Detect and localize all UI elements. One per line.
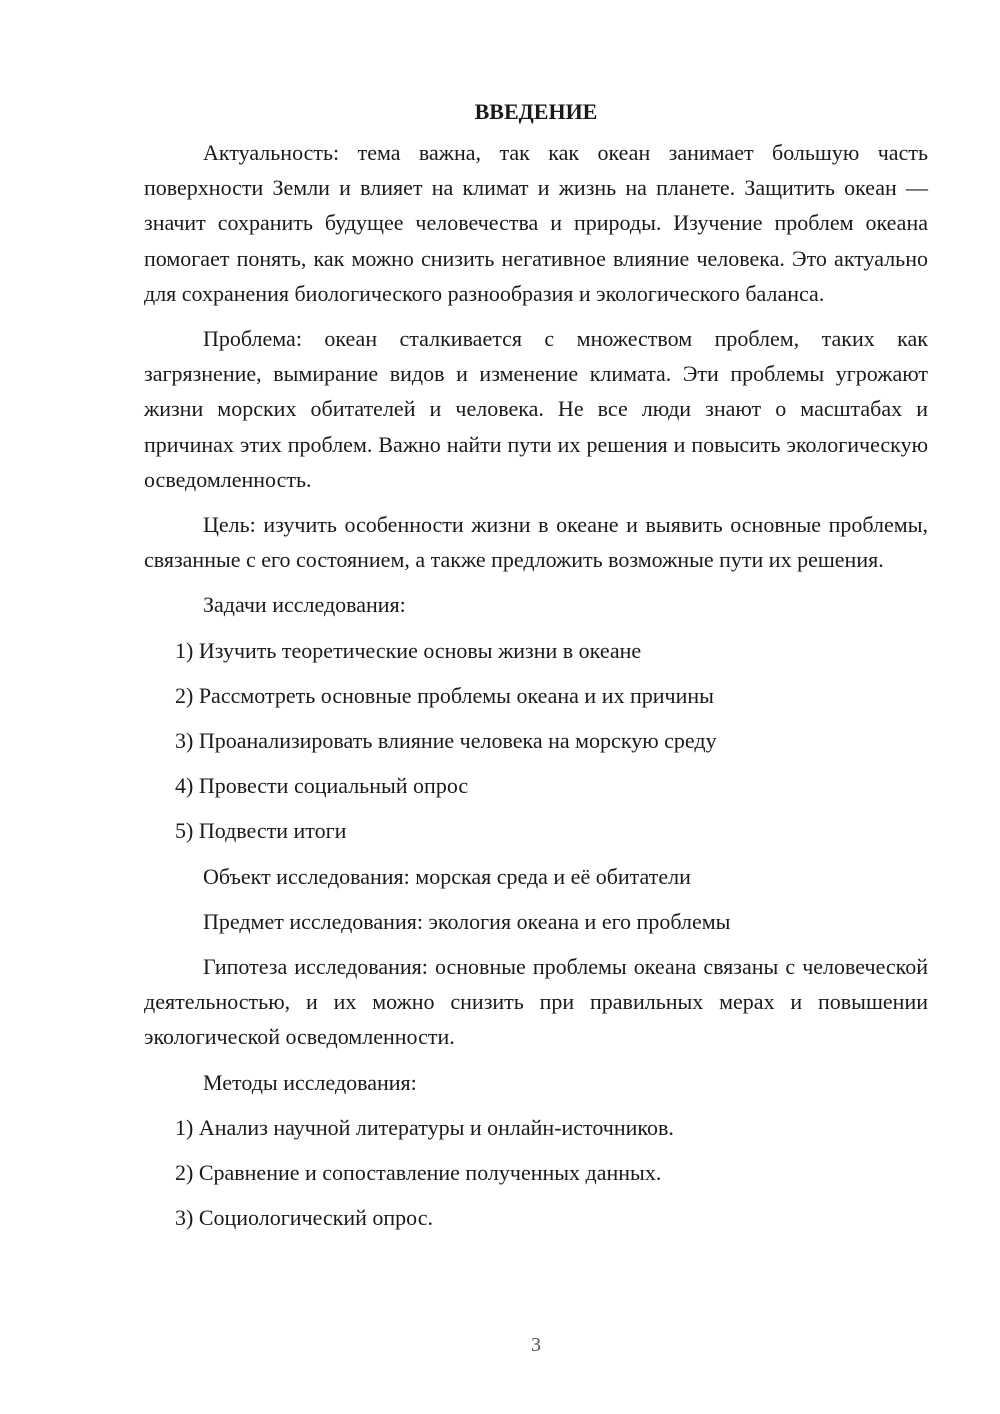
tasks-list xyxy=(144,633,928,849)
list-item: 1) Изучить теоретические основы жизни в океане xyxy=(175,637,642,663)
goal-paragraph: Цель: изучить особенности жизни в океане и выявить основные проблемы, связанные с его состоянием, а также предложить возможные пути их решения. xyxy=(144,512,928,573)
list-item: 2) Сравнение и сопоставление полученных данных. xyxy=(175,1160,662,1186)
list-item: 3) Социологический опрос. xyxy=(175,1205,433,1231)
problem-paragraph: Проблема: океан сталкивается с множеством проблем, таких как загрязнение, вымирание видов и изменение климата. Эти проблемы угрожают жизни морских обитателей и человека. Не все люди знают о масштабах и причинах этих проблем. Важно найти пути их решения и повысить экологическую осведомленность. xyxy=(144,326,928,492)
methods-list xyxy=(144,1110,928,1236)
section-title: ВВЕДЕНИЕ xyxy=(474,99,598,124)
list-item: 2) Рассмотреть основные проблемы океана и их причины xyxy=(175,682,714,708)
object-line: Объект исследования: морская среда и её обитатели xyxy=(203,863,691,889)
page-number: 3 xyxy=(531,1334,541,1356)
relevance-paragraph: Актуальность: тема важна, так как океан занимает большую часть поверхности Земли и влияет на климат и жизнь на планете. Защитить океан — значит сохранить будущее человечества и природы. Изучение проблем океана помогает понять, как можно снизить негативное влияние человека. Это актуально для сохранения биологического разнообразия и экологического баланса. xyxy=(144,140,928,306)
list-item: 1) Анализ научной литературы и онлайн-источников. xyxy=(175,1114,674,1140)
hypothesis-paragraph: Гипотеза исследования: основные проблемы океана связаны с человеческой деятельностью, и их можно снизить при правильных мерах и повышении экологической осведомленности. xyxy=(144,954,928,1050)
subject-line: Предмет исследования: экология океана и его проблемы xyxy=(203,908,731,934)
methods-heading: Методы исследования: xyxy=(203,1069,417,1095)
list-item: 4) Провести социальный опрос xyxy=(175,773,469,799)
list-item: 3) Проанализировать влияние человека на морскую среду xyxy=(175,728,717,754)
list-item: 5) Подвести итоги xyxy=(175,818,347,844)
tasks-heading: Задачи исследования: xyxy=(203,592,406,618)
page-content xyxy=(144,94,928,1245)
